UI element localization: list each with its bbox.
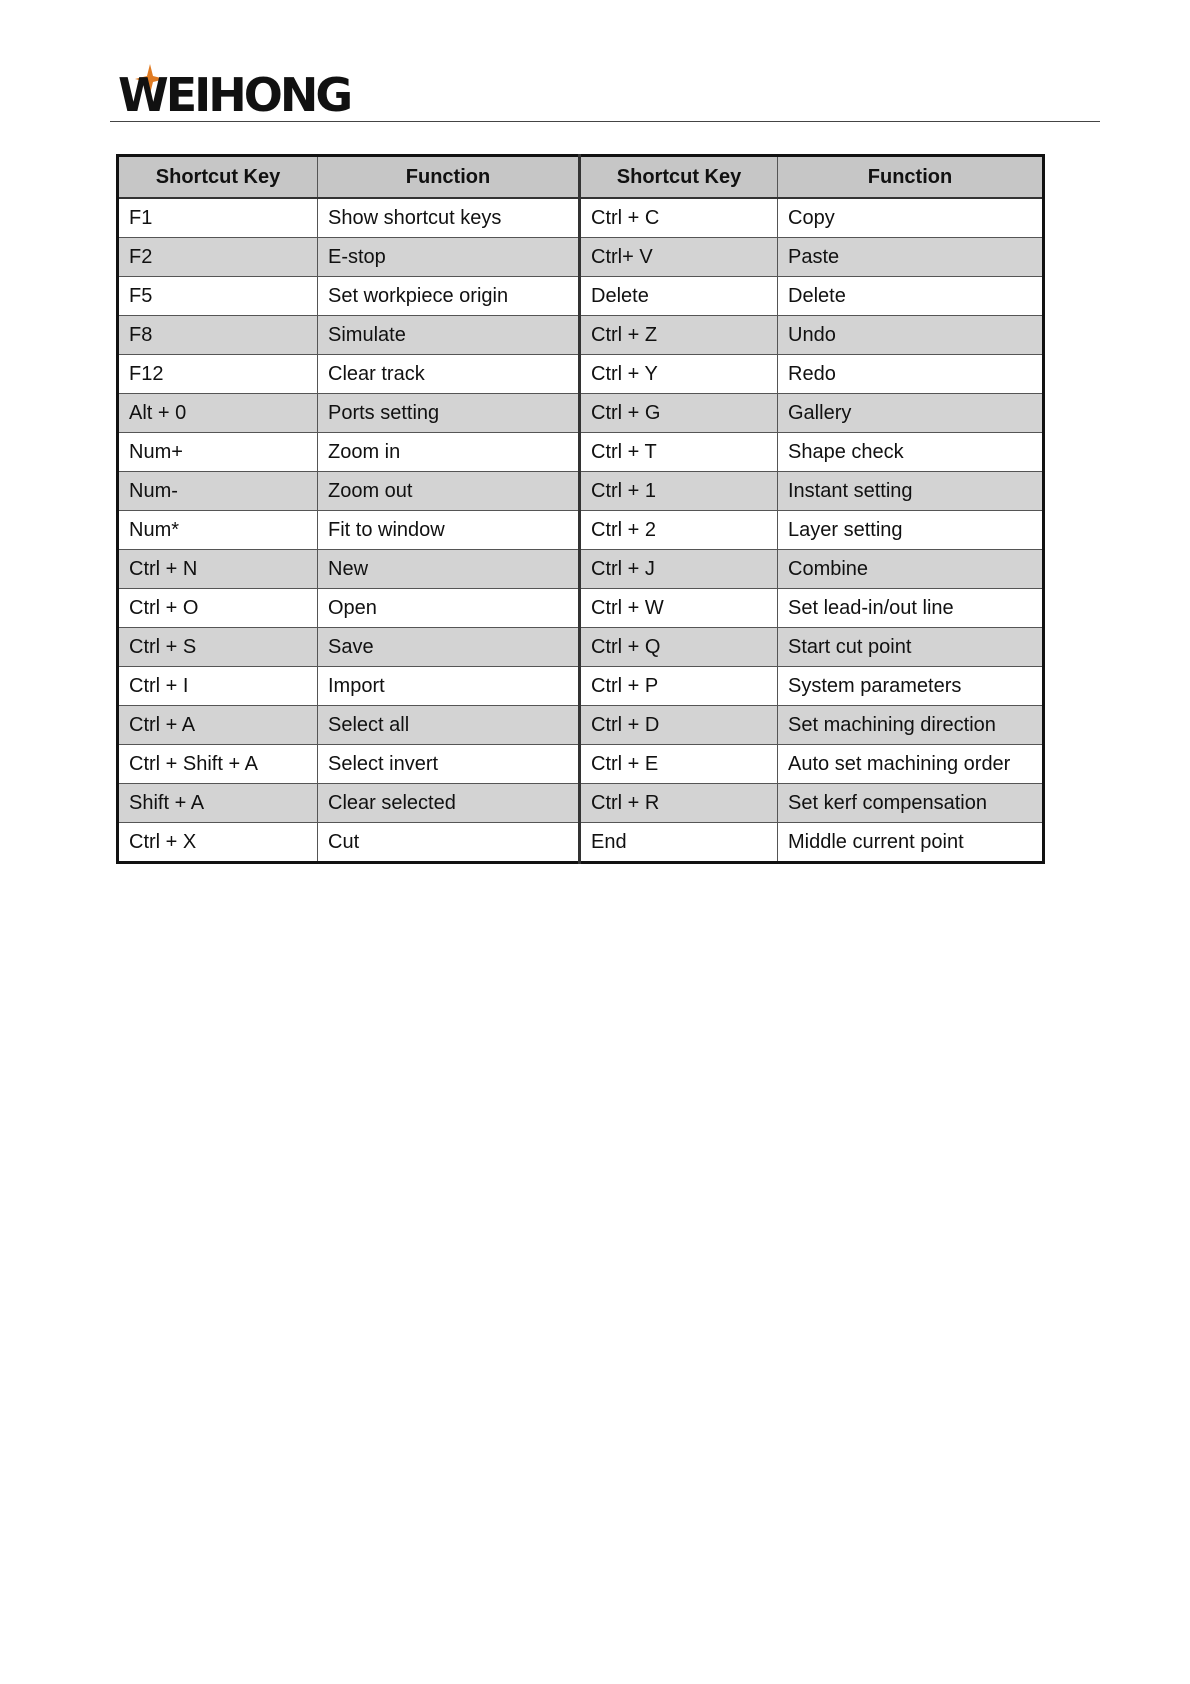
function-cell: Auto set machining order: [778, 745, 1044, 784]
shortcut-key-cell: F8: [118, 316, 318, 355]
column-header-shortcut-key-2: Shortcut Key: [580, 156, 778, 199]
function-cell: Combine: [778, 550, 1044, 589]
function-cell: Copy: [778, 198, 1044, 238]
function-cell: Ports setting: [318, 394, 580, 433]
weihong-logo: [118, 60, 378, 122]
function-cell: Zoom in: [318, 433, 580, 472]
shortcut-table: [116, 154, 1045, 864]
table-row: [118, 628, 1044, 667]
table-row: [118, 472, 1044, 511]
function-cell: Fit to window: [318, 511, 580, 550]
page-header: [110, 56, 1100, 122]
column-header-shortcut-key: Shortcut Key: [118, 156, 318, 199]
header-divider: [110, 121, 1100, 122]
shortcut-key-cell: Ctrl+ V: [580, 238, 778, 277]
table-row: [118, 706, 1044, 745]
function-cell: Shape check: [778, 433, 1044, 472]
shortcut-key-cell: Ctrl + X: [118, 823, 318, 863]
table-row: [118, 355, 1044, 394]
function-cell: Instant setting: [778, 472, 1044, 511]
table-row: [118, 198, 1044, 238]
table-row: [118, 277, 1044, 316]
function-cell: System parameters: [778, 667, 1044, 706]
shortcut-key-cell: Ctrl + S: [118, 628, 318, 667]
function-cell: Layer setting: [778, 511, 1044, 550]
shortcut-key-cell: Ctrl + I: [118, 667, 318, 706]
shortcut-key-cell: Ctrl + D: [580, 706, 778, 745]
shortcut-key-cell: F2: [118, 238, 318, 277]
function-cell: Set workpiece origin: [318, 277, 580, 316]
function-cell: Set machining direction: [778, 706, 1044, 745]
table-row: [118, 784, 1044, 823]
shortcut-key-cell: End: [580, 823, 778, 863]
function-cell: Set lead-in/out line: [778, 589, 1044, 628]
table-header-row: [118, 156, 1044, 199]
logo-text: WEIHONG: [118, 68, 351, 122]
function-cell: Select invert: [318, 745, 580, 784]
shortcut-key-cell: Delete: [580, 277, 778, 316]
function-cell: Show shortcut keys: [318, 198, 580, 238]
table-row: [118, 550, 1044, 589]
shortcut-key-cell: F5: [118, 277, 318, 316]
shortcut-key-cell: Ctrl + Shift + A: [118, 745, 318, 784]
shortcut-key-cell: Ctrl + J: [580, 550, 778, 589]
function-cell: Save: [318, 628, 580, 667]
column-header-function-2: Function: [778, 156, 1044, 199]
shortcut-key-cell: Num*: [118, 511, 318, 550]
shortcut-key-cell: Ctrl + 2: [580, 511, 778, 550]
function-cell: Zoom out: [318, 472, 580, 511]
shortcut-key-cell: Alt + 0: [118, 394, 318, 433]
function-cell: Simulate: [318, 316, 580, 355]
shortcut-key-cell: Ctrl + Q: [580, 628, 778, 667]
shortcut-key-cell: Ctrl + A: [118, 706, 318, 745]
function-cell: Clear selected: [318, 784, 580, 823]
function-cell: Delete: [778, 277, 1044, 316]
shortcut-key-cell: Ctrl + R: [580, 784, 778, 823]
shortcut-key-cell: Ctrl + T: [580, 433, 778, 472]
function-cell: Import: [318, 667, 580, 706]
table-row: [118, 667, 1044, 706]
function-cell: Start cut point: [778, 628, 1044, 667]
shortcut-key-cell: Num+: [118, 433, 318, 472]
function-cell: Undo: [778, 316, 1044, 355]
shortcut-key-cell: Ctrl + C: [580, 198, 778, 238]
function-cell: Redo: [778, 355, 1044, 394]
function-cell: Gallery: [778, 394, 1044, 433]
function-cell: E-stop: [318, 238, 580, 277]
shortcut-key-cell: Ctrl + N: [118, 550, 318, 589]
shortcut-key-cell: F1: [118, 198, 318, 238]
table-row: [118, 238, 1044, 277]
function-cell: New: [318, 550, 580, 589]
shortcut-key-cell: Ctrl + G: [580, 394, 778, 433]
shortcut-key-cell: Ctrl + Y: [580, 355, 778, 394]
function-cell: Middle current point: [778, 823, 1044, 863]
function-cell: Select all: [318, 706, 580, 745]
table-row: [118, 745, 1044, 784]
table-row: [118, 511, 1044, 550]
function-cell: Set kerf compensation: [778, 784, 1044, 823]
table-row: [118, 433, 1044, 472]
shortcut-key-cell: Ctrl + Z: [580, 316, 778, 355]
function-cell: Clear track: [318, 355, 580, 394]
function-cell: Paste: [778, 238, 1044, 277]
table-row: [118, 589, 1044, 628]
shortcut-key-cell: Ctrl + W: [580, 589, 778, 628]
shortcut-key-cell: F12: [118, 355, 318, 394]
shortcut-key-cell: Ctrl + P: [580, 667, 778, 706]
shortcut-key-cell: Ctrl + 1: [580, 472, 778, 511]
shortcut-key-cell: Ctrl + O: [118, 589, 318, 628]
column-header-function: Function: [318, 156, 580, 199]
shortcut-key-cell: Shift + A: [118, 784, 318, 823]
table-row: [118, 394, 1044, 433]
table-row: [118, 823, 1044, 863]
shortcut-key-cell: Num-: [118, 472, 318, 511]
table-row: [118, 316, 1044, 355]
shortcut-key-cell: Ctrl + E: [580, 745, 778, 784]
function-cell: Cut: [318, 823, 580, 863]
function-cell: Open: [318, 589, 580, 628]
